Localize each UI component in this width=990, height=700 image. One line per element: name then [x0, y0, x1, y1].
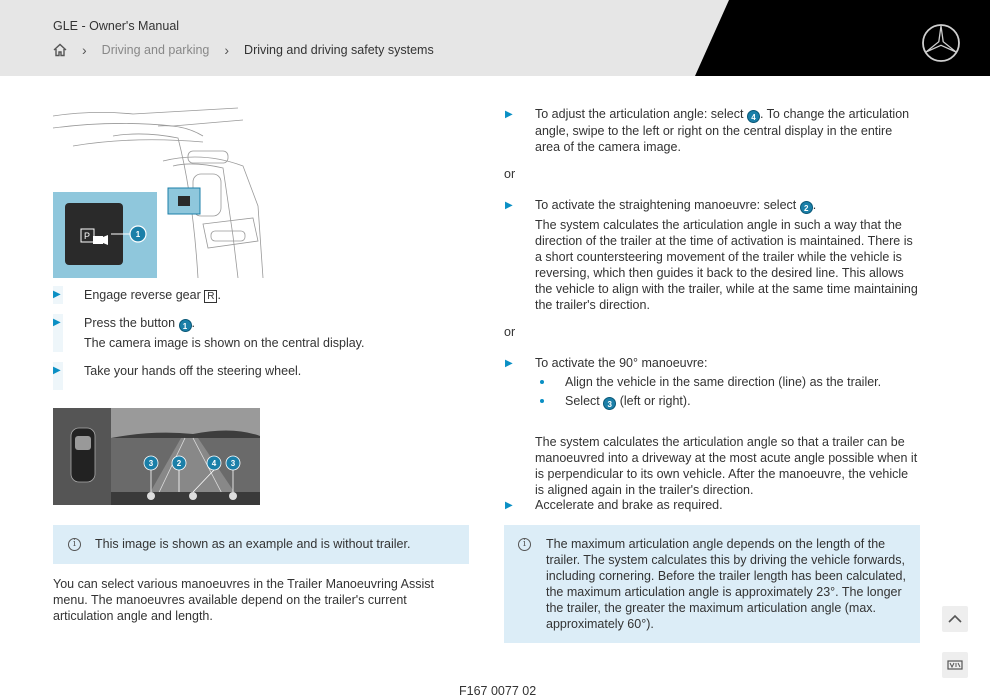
- step-hands-off: [53, 364, 373, 380]
- camera-view-illustration: [53, 408, 260, 505]
- step-straightening: [505, 197, 920, 214]
- p-key-label: P: [84, 231, 91, 241]
- step-text-continued: . To change the articulation angle, swipe to the left or right on the central display in the entire area of the camera image.: [535, 107, 910, 154]
- step-press-button: [53, 316, 373, 332]
- breadcrumb: [53, 42, 434, 58]
- info-icon: i: [68, 538, 81, 551]
- step-engage-reverse: [53, 288, 353, 304]
- home-icon[interactable]: [53, 43, 67, 57]
- header: [0, 0, 990, 76]
- chevron-right-icon: ›: [82, 42, 87, 58]
- breadcrumb-current: Driving and driving safety systems: [244, 43, 434, 57]
- step-arrow-icon: ▶: [53, 289, 61, 300]
- step-result: [53, 336, 373, 352]
- info-icon: i: [518, 538, 531, 551]
- straightening-description: [505, 217, 920, 313]
- chevron-up-icon: [942, 606, 968, 632]
- step-text: To activate the 90° manoeuvre:: [535, 356, 708, 370]
- info-note-text: This image is shown as an example and is without trailer.: [95, 537, 411, 551]
- button-badge-3: 3: [603, 397, 616, 410]
- manual-title: GLE - Owner's Manual: [53, 19, 180, 33]
- mercedes-star-logo: [921, 23, 961, 63]
- scroll-to-top-button[interactable]: [942, 606, 968, 632]
- step-text: Engage reverse gear: [84, 288, 205, 302]
- step-arrow-icon: ▶: [53, 317, 61, 328]
- chevron-right-icon: ›: [224, 42, 230, 58]
- step-accelerate: [505, 497, 920, 513]
- bullet-text-continued: (left or right).: [616, 394, 691, 408]
- button-badge-2: 2: [800, 201, 813, 214]
- or-separator: or: [504, 167, 516, 181]
- bullet-select: [540, 394, 691, 410]
- figure-badge-1: 1: [135, 230, 141, 239]
- info-note-text: The maximum articulation angle depends on the length of the trailer. The system calculates this by driving the vehicle forwards, including cornering. Before the trailer length has been calculated, the maximum articulation angle is approximately 23°. The longer the trailer, the greater the maximum articulation angle (max. approximately 60°).: [546, 537, 906, 631]
- result-text: The camera image is shown on the central display.: [84, 336, 365, 350]
- bullet-text: Select: [565, 394, 604, 408]
- bullet-align: [540, 375, 881, 389]
- step-arrow-icon: ▶: [505, 500, 513, 511]
- glossary-icon: [942, 652, 968, 678]
- step-text: To adjust the articulation angle: select: [535, 107, 747, 121]
- 90-manoeuvre-description: [505, 434, 920, 498]
- camera-badge-3: 3: [148, 459, 154, 468]
- glossary-button[interactable]: [942, 652, 968, 678]
- step-text: Accelerate and brake as required.: [535, 498, 723, 512]
- step-arrow-icon: ▶: [505, 358, 513, 369]
- info-note-example: [53, 525, 469, 564]
- camera-badge-4: 4: [211, 459, 217, 468]
- step-text: To activate the straightening manoeuvre: select: [535, 198, 800, 212]
- description-text: The system calculates the articulation angle in such a way that the direction of the trailer at the time of activation is maintained. There is a short countersteering movement of the trailer while the vehicle is reversing, which then guides it back to the desired line. This allows the vehicle to align with the trailer, while at the same time maintaining the trailer's direction.: [535, 218, 918, 312]
- bullet-dot: [540, 399, 544, 403]
- breadcrumb-driving-and-parking[interactable]: Driving and parking: [101, 43, 210, 57]
- button-badge-1: 1: [179, 319, 192, 332]
- step-adjust-angle: [505, 106, 920, 155]
- bullet-text: Align the vehicle in the same direction (line) as the trailer.: [565, 375, 882, 389]
- step-suffix: .: [191, 316, 195, 330]
- button-badge-4: 4: [747, 110, 760, 123]
- step-text: Take your hands off the steering wheel.: [84, 364, 302, 378]
- center-console-illustration: [53, 106, 268, 278]
- gear-r-key: R: [204, 290, 217, 303]
- step-suffix: .: [812, 198, 817, 212]
- step-text: Press the button: [84, 316, 179, 330]
- step-arrow-icon: ▶: [505, 200, 513, 211]
- step-90-manoeuvre: [505, 355, 920, 371]
- manoeuvres-paragraph: You can select various manoeuvres in the Trailer Manoeuvring Assist menu. The manoeuvres available depend on the trailer's current articulation angle and length.: [53, 577, 434, 623]
- bullet-dot: [540, 380, 544, 384]
- camera-badge-2: 2: [176, 459, 182, 468]
- camera-badge-3: 3: [230, 459, 236, 468]
- step-arrow-icon: ▶: [505, 109, 513, 120]
- step-suffix: .: [217, 288, 221, 302]
- figure-reference: F167 0077 02: [459, 684, 537, 698]
- step-arrow-icon: ▶: [53, 365, 61, 376]
- or-separator: or: [504, 325, 516, 339]
- info-note-articulation: [504, 525, 920, 643]
- description-text: The system calculates the articulation angle so that a trailer can be manoeuvred into a driveway at the most acute angle possible when it is perpendicular to its own vehicle. After the manoeuvre, the vehicle is aligned again in the trailer's direction.: [535, 435, 918, 497]
